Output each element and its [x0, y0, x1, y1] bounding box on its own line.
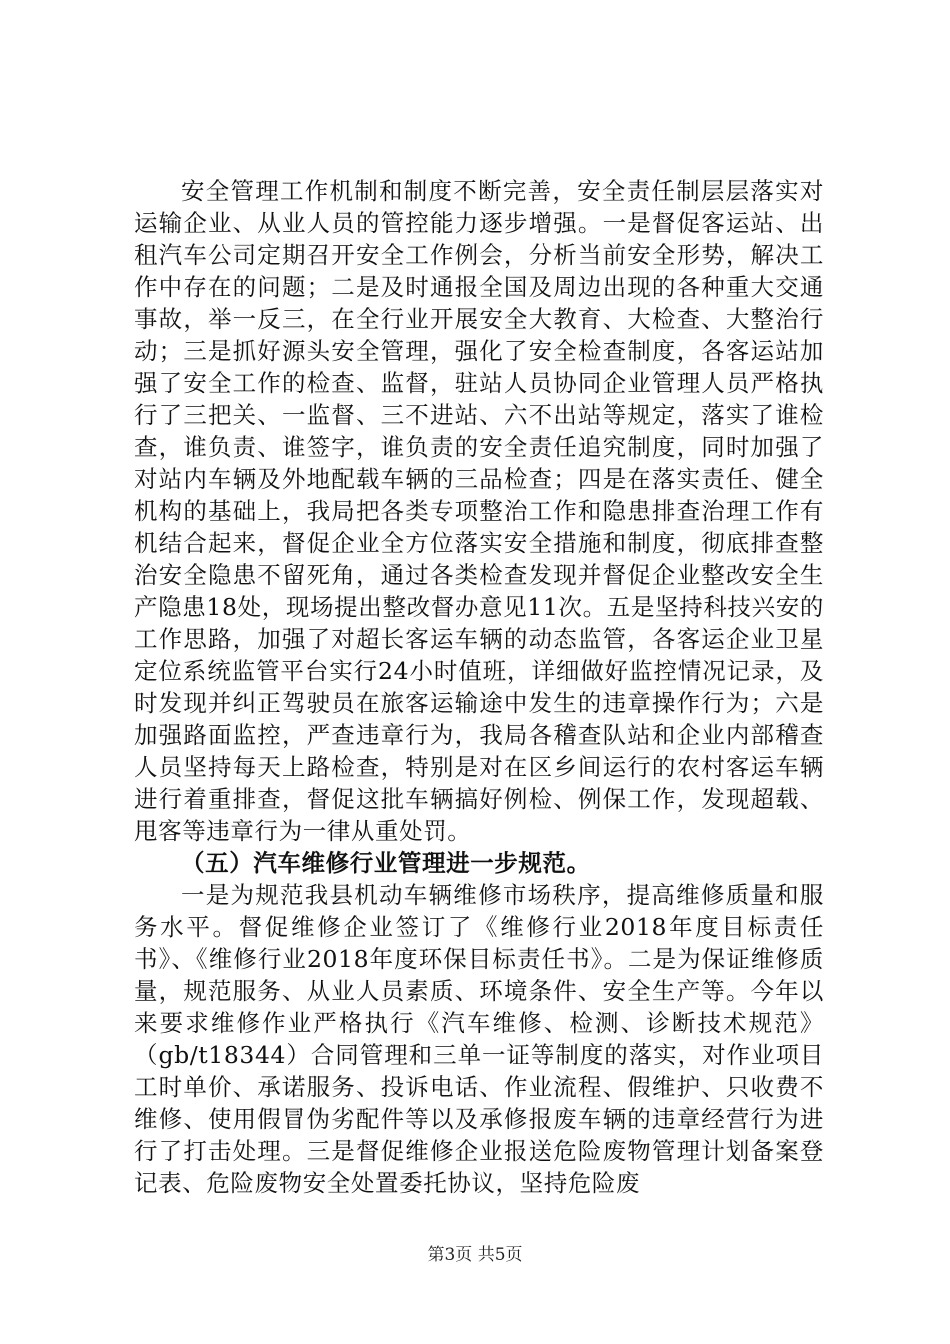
- section-heading-five: （五）汽车维修行业管理进一步规范。: [181, 849, 591, 877]
- text-body: [134, 175, 824, 1199]
- paragraph-safety-management: 安全管理工作机制和制度不断完善，安全责任制层层落实对运输企业、从业人员的管控能力逐步增强。一是督促客运站、出租汽车公司定期召开安全工作例会，分析当前安全形势，解决工作中存在的问题；二是及时通报全国及周边出现的各种重大交通事故，举一反三，在全行业开展安全大教育、大检查、大整治行动；三是抓好源头安全管理，强化了安全检查制度，各客运站加强了安全工作的检查、监督，驻站人员协同企业管理人员严格执行了三把关、一监督、三不进站、六不出站等规定，落实了谁检查，谁负责、谁签字，谁负责的安全责任追究制度，同时加强了对站内车辆及外地配载车辆的三品检查；四是在落实责任、健全机构的基础上，我局把各类专项整治工作和隐患排查治理工作有机结合起来，督促企业全方位落实安全措施和制度，彻底排查整治安全隐患不留死角，通过各类检查发现并督促企业整改安全生产隐患18处，现场提出整改督办意见11次。五是坚持科技兴安的工作思路，加强了对超长客运车辆的动态监管，各客运企业卫星定位系统监管平台实行24小时值班，详细做好监控情况记录，及时发现并纠正驾驶员在旅客运输途中发生的违章操作行为；六是加强路面监控，严查违章行为，我局各稽查队站和企业内部稽查人员坚持每天上路检查，特别是对在区乡间运行的农村客运车辆进行着重排查，督促这批车辆搞好例检、例保工作，发现超载、甩客等违章行为一律从重处罚。: [134, 177, 824, 845]
- page-footer: 第3页 共5页: [427, 1245, 523, 1265]
- paragraph-repair-industry: 一是为规范我县机动车辆维修市场秩序，提高维修质量和服务水平。督促维修企业签订了《维修行业2018年度目标责任书》、《维修行业2018年度环保目标责任书》。二是为保证维修质量，规范服务、从业人员素质、环境条件、安全生产等。今年以来要求维修作业严格执行《汽车维修、检测、诊断技术规范》（gb/t18344）合同管理和三单一证等制度的落实，对作业项目工时单价、承诺服务、投诉电话、作业流程、假维护、只收费不维修、使用假冒伪劣配件等以及承修报废车辆的违章经营行为进行了打击处理。三是督促维修企业报送危险废物管理计划备案登记表、危险废物安全处置委托协议，坚持危险废: [134, 881, 824, 1197]
